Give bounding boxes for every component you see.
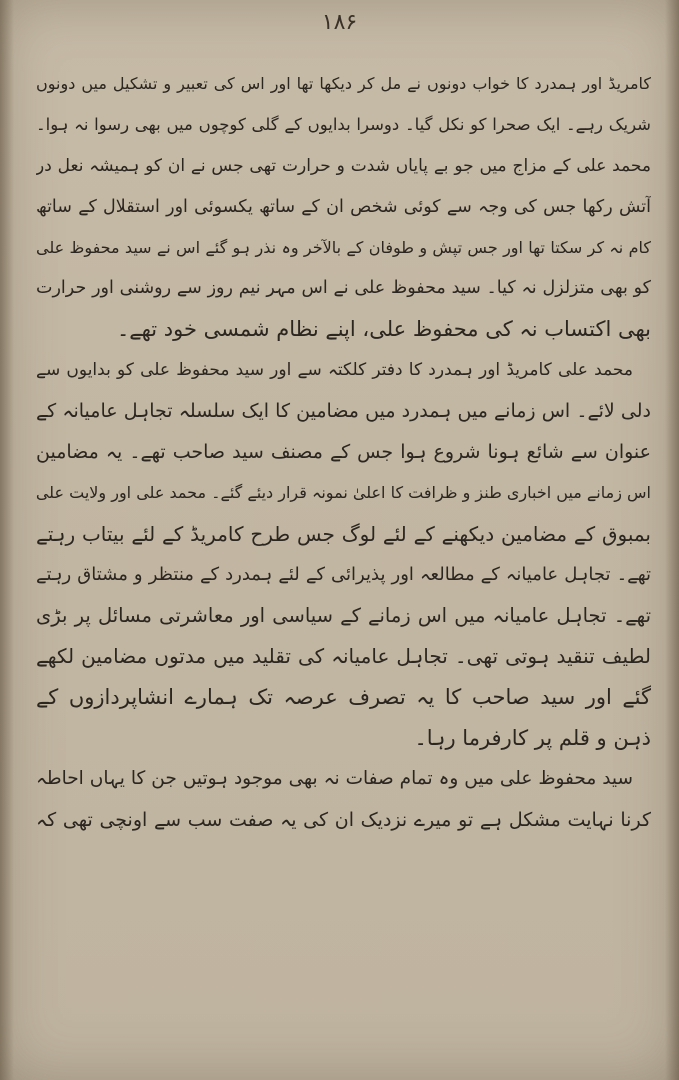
text-line: کام نہ کر سکتا تھا اور جس تپش و طوفان کے بالآخر وہ نذر ہو گئے اس نے سید محفوظ علی bbox=[36, 237, 651, 257]
page-edge-shadow-right bbox=[665, 0, 679, 1080]
text-line: آتش رکھا جس کی وجہ سے کوئی شخص ان کے ساتھ یکسوئی اور استقلال کے ساتھ bbox=[36, 196, 651, 217]
text-line: محمد علی کے مزاج میں جو بے پایاں شدت و حرارت تھی جس نے ان کو ہمیشہ نعل در bbox=[36, 155, 651, 176]
text-line: گئے اور سید صاحب کا یہ تصرف عرصہ تک ہمارے انشاپردازوں کے bbox=[36, 685, 651, 710]
text-line: لطیف تنقید ہوتی تھی۔ تجاہل عامیانہ کی تقلید میں مدتوں مضامین لکھے bbox=[36, 644, 651, 669]
text-line: بمبوق کے مضامین دیکھنے کے لئے لوگ جس طرح کامریڈ کے لئے بیتاب رہتے bbox=[36, 521, 651, 546]
text-line: سید محفوظ علی میں وہ تمام صفات نہ بھی موجود ہوتیں جن کا یہاں احاطہ bbox=[36, 768, 633, 790]
text-line: محمد علی کامریڈ اور ہمدرد کا دفتر کلکتہ سے اور سید محفوظ علی کو بدایوں سے bbox=[36, 360, 633, 381]
text-line: اس زمانے میں اخباری طنز و ظرافت کا اعلیٰ نمونہ قرار دیئے گئے۔ محمد علی اور ولایت علی bbox=[36, 482, 651, 502]
page-number: ۱۸۶ bbox=[321, 10, 358, 35]
text-line: کو بھی متزلزل نہ کیا۔ سید محفوظ علی نے اس مہر نیم روز سے روشنی اور حرارت bbox=[36, 278, 651, 299]
text-line: کامریڈ اور ہمدرد کا خواب دونوں نے مل کر دیکھا تھا اور اس کی تعبیر و تشکیل میں دونوں bbox=[36, 74, 651, 93]
text-line: تھے۔ تجاہل عامیانہ میں اس زمانے کے سیاسی اور معاشرتی مسائل پر بڑی bbox=[36, 603, 651, 627]
text-line: بھی اکتساب نہ کی محفوظ علی، اپنے نظام شمسی خود تھے۔ bbox=[116, 317, 651, 342]
text-line: عنوان سے شائع ہونا شروع ہوا جس کے مصنف سید صاحب تھے۔ یہ مضامین bbox=[36, 441, 651, 464]
text-line: دلی لائے۔ اس زمانے میں ہمدرد میں مضامین کا ایک سلسلہ تجاہل عامیانہ کے bbox=[36, 400, 651, 423]
body-text bbox=[36, 64, 651, 841]
text-line: تھے۔ تجاہل عامیانہ کے مطالعہ اور پذیرائی کے لئے ہمدرد کے منتظر و مشتاق رہتے bbox=[36, 563, 651, 585]
text-line: شریک رہے۔ ایک صحرا کو نکل گیا۔ دوسرا بدایوں کے گلی کوچوں میں بھی رسوا نہ ہوا۔ bbox=[36, 114, 651, 134]
text-line: ذہن و قلم پر کارفرما رہا۔ bbox=[414, 726, 651, 751]
page-edge-shadow-left bbox=[0, 0, 14, 1080]
text-line: کرنا نہایت مشکل ہے تو میرے نزدیک ان کی یہ صفت سب سے اونچی تھی کہ bbox=[36, 809, 651, 832]
